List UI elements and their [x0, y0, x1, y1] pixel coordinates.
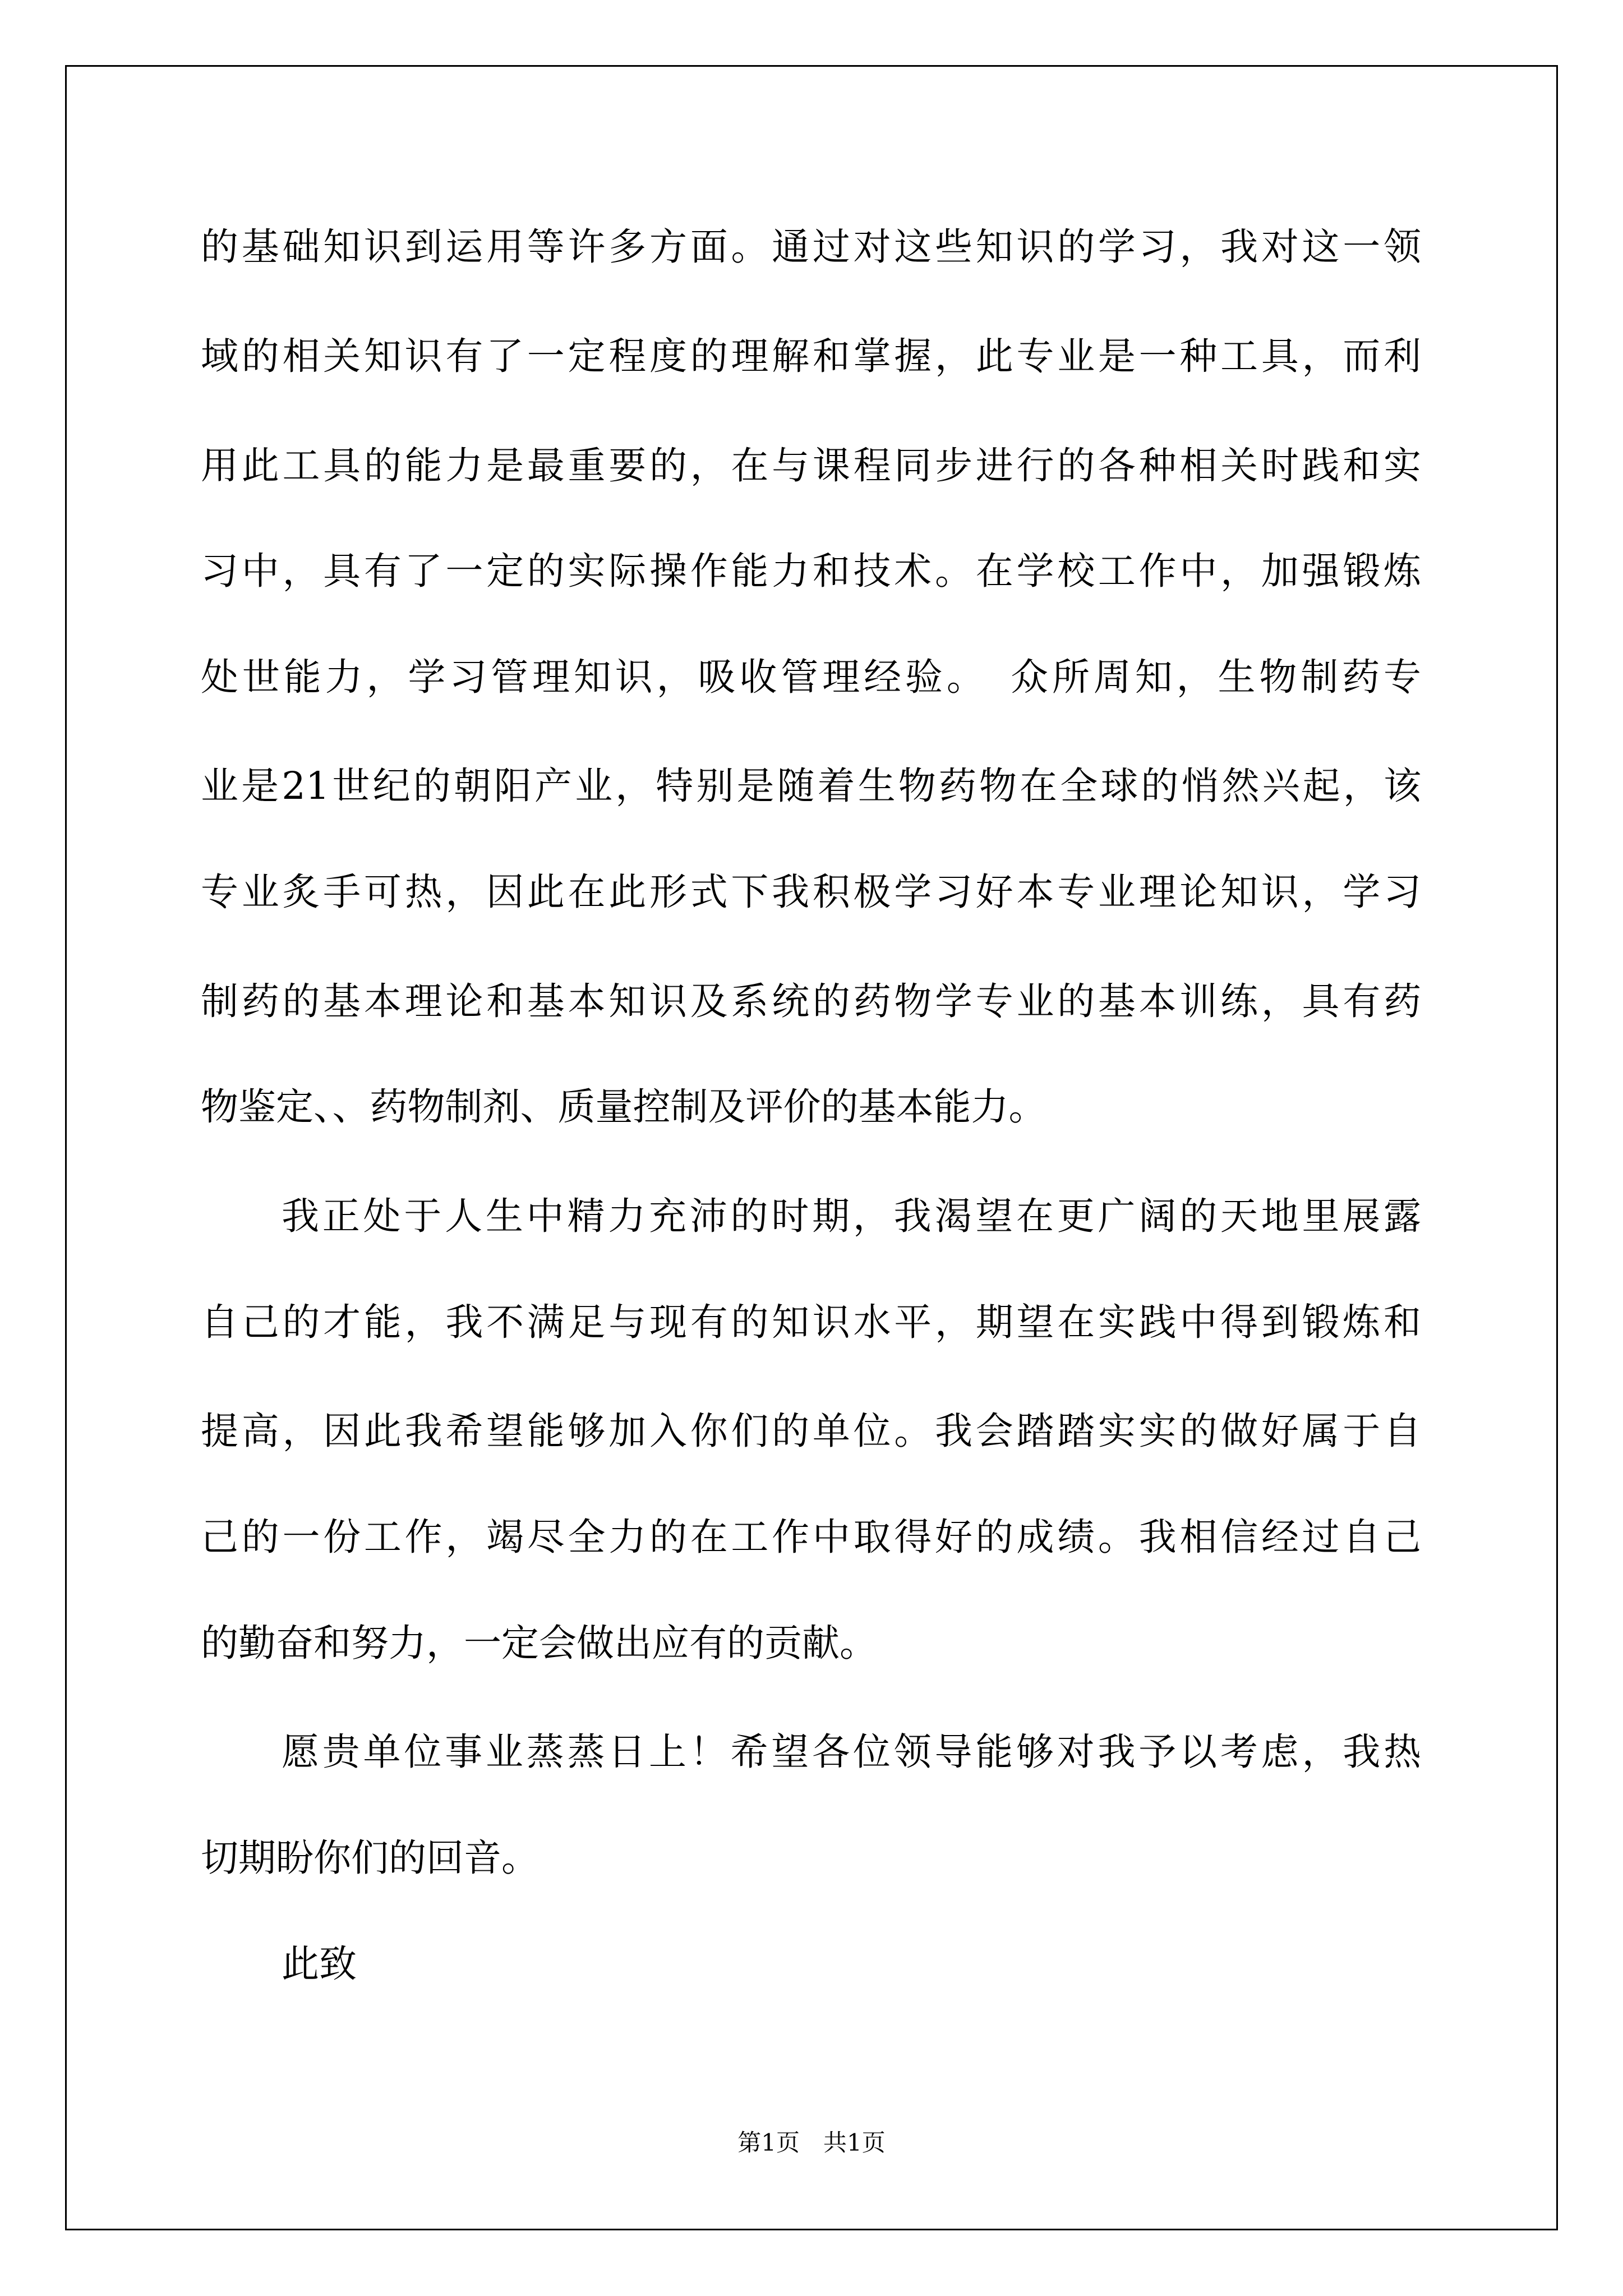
- paragraph-1-line-6: 业是21世纪的朝阳产业，特别是随着生物药物在全球的悄然兴起，该: [201, 764, 1421, 808]
- paragraph-1-line-9: 物鉴定、、药物制剂、质量控制及评价的基本能力。: [201, 1085, 1046, 1129]
- paragraph-2-line-1: 我正处于人生中精力充沛的时期，我渴望在更广阔的天地里展露: [282, 1194, 1421, 1238]
- paragraph-2-line-5: 的勤奋和努力，一定会做出应有的贡献。: [201, 1621, 877, 1665]
- paragraph-1-line-7: 专业炙手可热，因此在此形式下我积极学习好本专业理论知识，学习: [201, 870, 1421, 914]
- paragraph-1-line-4: 习中，具有了一定的实际操作能力和技术。在学校工作中，加强锻炼: [201, 549, 1421, 593]
- closing-salutation: 此致: [282, 1942, 357, 1986]
- paragraph-1-line-5: 处世能力，学习管理知识，吸收管理经验。 众所周知，生物制药专: [201, 655, 1421, 699]
- paragraph-2-line-3: 提高，因此我希望能够加入你们的单位。我会踏踏实实的做好属于自: [201, 1409, 1421, 1453]
- paragraph-1-line-8: 制药的基本理论和基本知识及系统的药物学专业的基本训练，具有药: [201, 979, 1421, 1023]
- paragraph-1-line-3: 用此工具的能力是最重要的，在与课程同步进行的各种相关时践和实: [201, 444, 1421, 487]
- paragraph-3-line-2: 切期盼你们的回音。: [201, 1836, 539, 1880]
- page-border: [65, 65, 1558, 2230]
- paragraph-3-line-1: 愿贵单位事业蒸蒸日上！希望各位领导能够对我予以考虑，我热: [282, 1730, 1421, 1774]
- page-number-footer: 第1页 共1页: [737, 2129, 886, 2156]
- paragraph-2-line-2: 自己的才能，我不满足与现有的知识水平，期望在实践中得到锻炼和: [201, 1300, 1421, 1344]
- paragraph-1-line-1: 的基础知识到运用等许多方面。通过对这些知识的学习，我对这一领: [201, 225, 1421, 269]
- paragraph-1-line-2: 域的相关知识有了一定程度的理解和掌握，此专业是一种工具，而利: [201, 334, 1421, 378]
- paragraph-2-line-4: 己的一份工作，竭尽全力的在工作中取得好的成绩。我相信经过自己: [201, 1515, 1421, 1559]
